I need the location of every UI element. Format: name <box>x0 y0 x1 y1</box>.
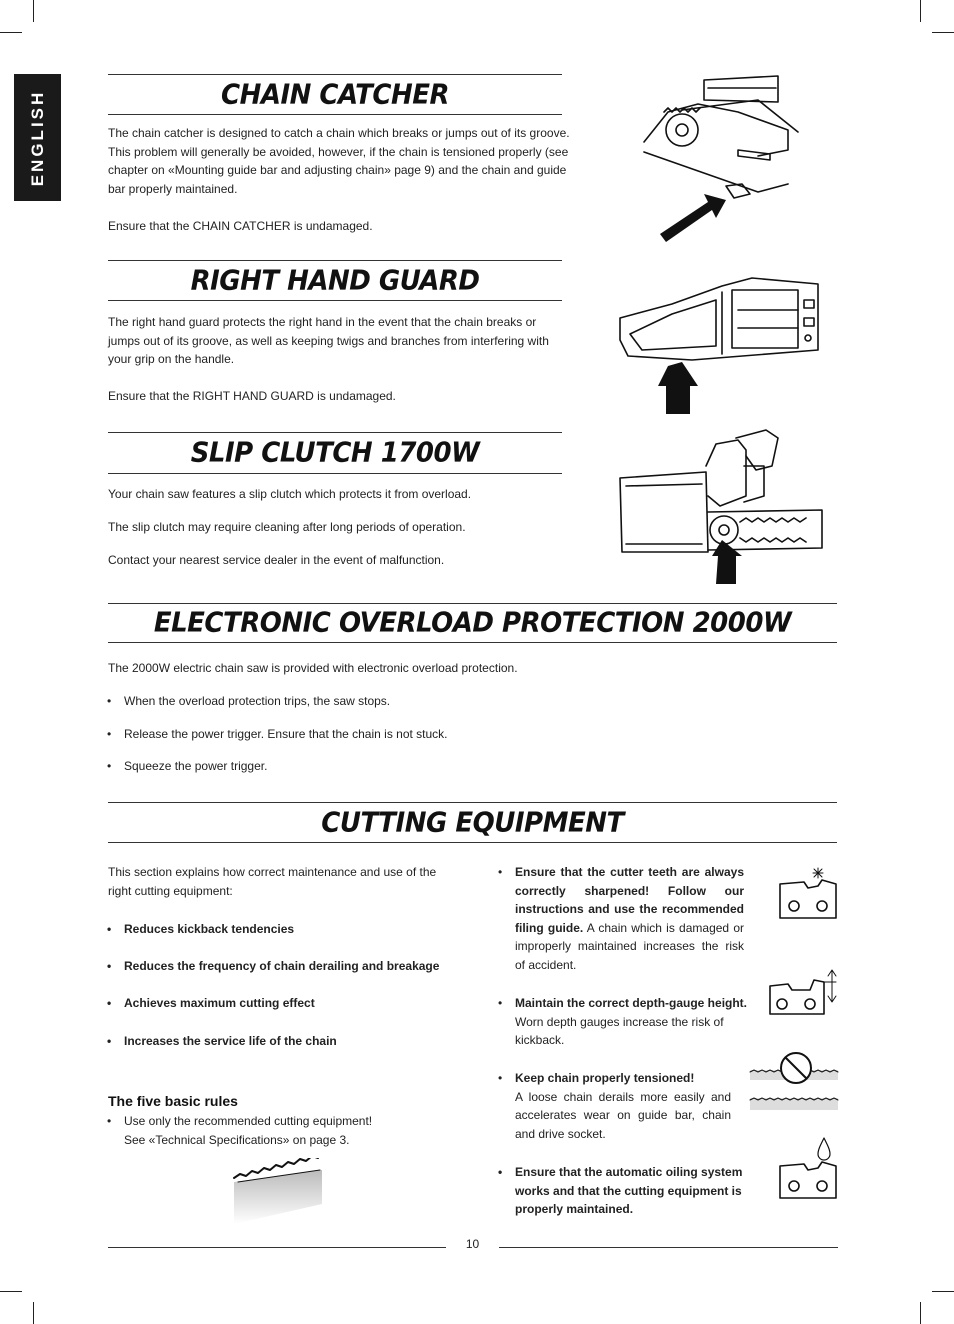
chain-catcher-heading <box>108 74 562 115</box>
chain-catcher-text <box>108 124 588 236</box>
oil-bold: works and that the cutting equipment is <box>515 1183 742 1198</box>
text-line: Your chain saw features a slip clutch which protects it from overload. <box>108 487 472 501</box>
language-label: ENGLISH <box>27 89 47 186</box>
text-line: your grip on the handle. <box>108 352 235 367</box>
crop-mark <box>0 32 22 33</box>
text-line: See «Technical Specifications» on page 3. <box>124 1132 350 1147</box>
cutting-benefit: • Achieves maximum cutting effect <box>124 994 315 1013</box>
tension-bold: • Keep chain properly tensioned! <box>515 1071 695 1085</box>
depth-bold: • Maintain the correct depth-gauge height. <box>515 996 748 1010</box>
cutting-title: CUTTING EQUIPMENT <box>321 806 624 839</box>
overload-bullet: • Squeeze the power trigger. <box>124 757 267 776</box>
text-line: The slip clutch may require cleaning after long periods of operation. <box>108 520 466 535</box>
teeth-text: improperly maintained increases the risk <box>515 939 744 954</box>
text-line: Ensure that the RIGHT HAND GUARD is undamaged. <box>108 389 396 404</box>
five-rules-heading: The five basic rules <box>108 1093 238 1109</box>
crop-mark <box>932 32 954 33</box>
footer-rule-left <box>108 1247 446 1248</box>
depth-text: kickback. <box>515 1033 565 1048</box>
tension-text: A loose chain derails more easily and <box>515 1089 731 1104</box>
teeth-text: A chain which is damaged or <box>583 920 744 935</box>
cutter-tooth-icon <box>774 864 840 922</box>
text-line: Ensure that the CHAIN CATCHER is undamaged. <box>108 218 373 233</box>
text-line: The right hand guard protects the right hand in the event that the chain breaks or <box>108 315 537 329</box>
language-tab <box>14 74 61 201</box>
overload-intro: The 2000W electric chain saw is provided with electronic overload protection. <box>108 661 518 675</box>
slip-clutch-illustration <box>616 426 824 586</box>
chain-catcher-illustration <box>638 72 800 244</box>
teeth-item <box>515 863 744 975</box>
crop-mark <box>932 1291 954 1292</box>
crop-mark <box>920 0 921 22</box>
chain-tension-icon <box>748 1046 840 1114</box>
overload-bullet: • When the overload protection trips, the saw stops. <box>124 692 390 711</box>
depth-gauge-icon <box>766 968 840 1020</box>
page-number: 10 <box>465 1237 480 1251</box>
depth-item <box>515 994 765 1050</box>
tension-text: and drive socket. <box>515 1126 606 1141</box>
cutting-benefit: • Reduces the frequency of chain derailing and breakage <box>124 957 439 976</box>
teeth-bold: • Ensure that the cutter teeth are always <box>515 865 744 879</box>
crop-mark <box>33 0 34 22</box>
cutting-benefit: • Increases the service life of the chain <box>124 1032 337 1051</box>
cutting-heading <box>108 802 837 843</box>
slip-clutch-heading <box>108 432 562 474</box>
slip-clutch-title: SLIP CLUTCH 1700W <box>190 437 480 469</box>
right-hand-guard-illustration <box>612 270 822 416</box>
teeth-text: of accident. <box>515 957 577 972</box>
slip-clutch-text <box>108 485 588 570</box>
overload-title: ELECTRONIC OVERLOAD PROTECTION 2000W <box>153 607 792 639</box>
guide-bar-illustration <box>230 1158 326 1226</box>
crop-mark <box>33 1302 34 1324</box>
right-hand-guard-heading <box>108 260 562 301</box>
crop-mark <box>920 1302 921 1324</box>
teeth-bold-end: filing guide. <box>515 920 584 935</box>
right-hand-guard-title: RIGHT HAND GUARD <box>190 264 480 297</box>
text-line: This problem will generally be avoided, however, if the chain is tensioned properly (see <box>108 144 569 159</box>
oil-drop-icon <box>774 1136 840 1202</box>
text-line: Contact your nearest service dealer in the event of malfunction. <box>108 553 445 568</box>
rule-item <box>124 1112 464 1149</box>
overload-heading <box>108 603 837 643</box>
crop-mark <box>0 1291 22 1292</box>
oil-item <box>515 1163 765 1219</box>
depth-text: Worn depth gauges increase the risk of <box>515 1014 724 1029</box>
overload-bullet: • Release the power trigger. Ensure that the chain is not stuck. <box>124 725 448 744</box>
tension-item <box>515 1069 731 1143</box>
text-line: chapter on «Mounting guide bar and adjusting chain» page 9) and the chain and guide <box>108 163 567 178</box>
tension-text: accelerates wear on guide bar, chain <box>515 1108 731 1123</box>
oil-bold: • Ensure that the automatic oiling system <box>515 1165 743 1179</box>
footer-rule-right <box>499 1247 838 1248</box>
text-line: This section explains how correct maintenance and use of the <box>108 865 437 879</box>
oil-bold: properly maintained. <box>515 1202 634 1217</box>
text-line: The chain catcher is designed to catch a chain which breaks or jumps out of its groove. <box>108 126 570 140</box>
cutting-benefit: • Reduces kickback tendencies <box>124 920 294 939</box>
right-hand-guard-text <box>108 313 588 406</box>
teeth-bold: correctly sharpened! Follow our <box>515 883 744 898</box>
text-line: right cutting equipment: <box>108 883 233 898</box>
text-line: jumps out of its groove, as well as keeping twigs and branches from interfering with <box>108 333 549 348</box>
chain-catcher-title: CHAIN CATCHER <box>220 78 450 111</box>
text-line: • Use only the recommended cutting equipment! <box>124 1114 373 1128</box>
teeth-bold: instructions and use the recommended <box>515 902 744 917</box>
text-line: bar properly maintained. <box>108 181 238 196</box>
cutting-intro <box>108 863 478 900</box>
